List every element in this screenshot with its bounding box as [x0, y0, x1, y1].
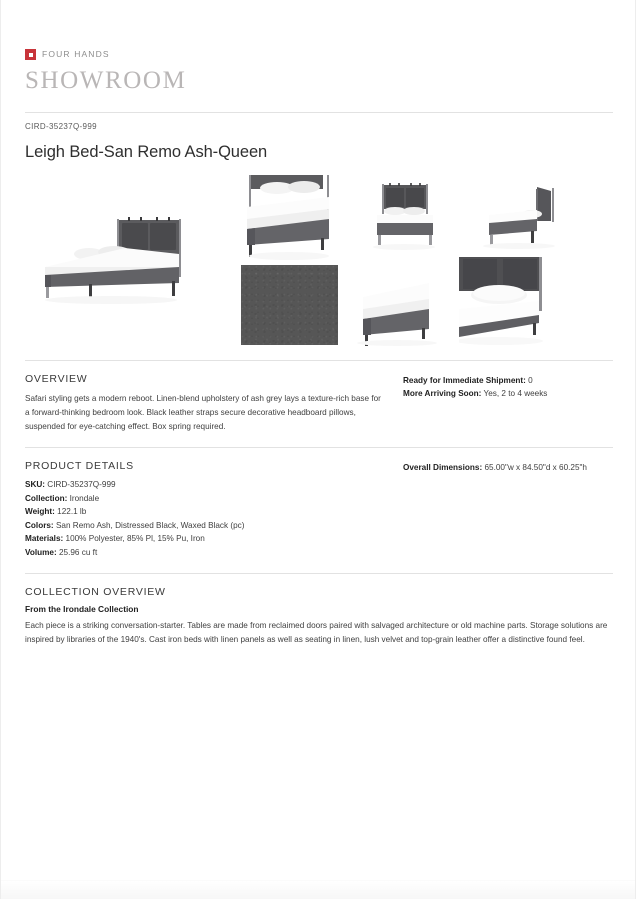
page-content	[25, 0, 613, 648]
overview-body: Safari styling gets a modern reboot. Linen-blend upholstery of ash grey lays a texture-rich base for a forward-thinking bedroom look. Black leather straps secure decorative headboard pillows, suspended for eye-catching effect. Box spring required.	[25, 393, 381, 431]
detail-row-weight	[25, 505, 385, 518]
collection-body: Each piece is a striking conversation-starter. Tables are made from reclaimed doors paired with salvaged architecture or old machine parts. Storage solutions are inspired by libraries of the 1940's. Cast iron beds with linen panels as well as seating in linen, lush velvet and top-grain leather offer a distinctive found feel.	[25, 621, 608, 645]
product-details-list	[25, 478, 385, 559]
collection-overview-section	[25, 574, 613, 647]
detail-label-collection: Collection:	[25, 493, 68, 503]
detail-label-sku: SKU:	[25, 480, 46, 490]
detail-row-colors	[25, 519, 385, 532]
more-arriving-soon-label: More Arriving Soon:	[403, 389, 482, 399]
product-details-section	[25, 448, 613, 559]
overview-heading: OVERVIEW	[25, 373, 88, 386]
more-arriving-soon-row	[403, 387, 613, 400]
four-hands-square-logo-icon	[25, 49, 36, 60]
detail-label-colors: Colors:	[25, 520, 54, 530]
gallery-image-fabric-swatch-san-remo-ash[interactable]	[241, 265, 338, 345]
overall-dimensions-value: 65.00"w x 84.50"d x 60.25"h	[484, 462, 587, 472]
divider-header	[25, 112, 613, 113]
page-title: SHOWROOM	[25, 67, 187, 94]
detail-row-sku	[25, 478, 385, 491]
page-bottom-edge	[1, 880, 635, 899]
gallery-image-bed-side-profile[interactable]	[475, 179, 565, 255]
detail-value-volume: 25.96 cu ft	[58, 547, 98, 557]
detail-label-materials: Materials:	[25, 534, 64, 544]
detail-row-volume	[25, 546, 385, 559]
ready-for-shipment-value: 0	[528, 376, 533, 386]
more-arriving-soon-value: Yes, 2 to 4 weeks	[483, 389, 548, 399]
detail-value-sku: CIRD-35237Q-999	[47, 480, 116, 490]
brand-lockup	[25, 48, 613, 61]
detail-row-materials	[25, 532, 385, 545]
logo-inner-square	[29, 53, 33, 57]
gallery-image-bed-footboard-corner[interactable]	[345, 269, 449, 347]
product-sku-code: CIRD-35237Q-999	[25, 122, 97, 131]
gallery-image-bed-angled-front-view[interactable]	[29, 195, 209, 315]
product-details-heading: PRODUCT DETAILS	[25, 459, 134, 472]
detail-value-materials: 100% Polyester, 85% Pl, 15% Pu, Iron	[65, 534, 205, 544]
brand-name: FOUR HANDS	[42, 49, 110, 60]
overview-column	[25, 374, 385, 434]
collection-overview-heading: COLLECTION OVERVIEW	[25, 586, 166, 599]
gallery-image-bed-front-elevation[interactable]	[365, 179, 443, 255]
product-name: Leigh Bed-San Remo Ash-Queen	[25, 143, 268, 161]
detail-value-collection: Irondale	[69, 493, 100, 503]
detail-value-colors: San Remo Ash, Distressed Black, Waxed Black (pc)	[55, 520, 245, 530]
ready-for-shipment-label: Ready for Immediate Shipment:	[403, 376, 526, 386]
product-details-column	[25, 461, 385, 559]
overall-dimensions-row	[403, 461, 613, 474]
detail-label-volume: Volume:	[25, 547, 57, 557]
detail-row-collection	[25, 492, 385, 505]
availability-column	[385, 374, 613, 401]
gallery-image-bed-foot-detail-view[interactable]	[241, 175, 338, 263]
ready-for-shipment-row	[403, 374, 613, 387]
overall-dimensions-label: Overall Dimensions:	[403, 462, 483, 472]
detail-label-weight: Weight:	[25, 507, 55, 517]
product-image-gallery	[25, 173, 613, 348]
detail-value-weight: 122.1 lb	[57, 507, 87, 517]
collection-subheading: From the Irondale Collection	[25, 603, 139, 614]
dimensions-column	[385, 461, 613, 474]
overview-section	[25, 361, 613, 434]
brand-header	[25, 0, 613, 93]
gallery-image-bed-headboard-closeup[interactable]	[459, 257, 565, 347]
